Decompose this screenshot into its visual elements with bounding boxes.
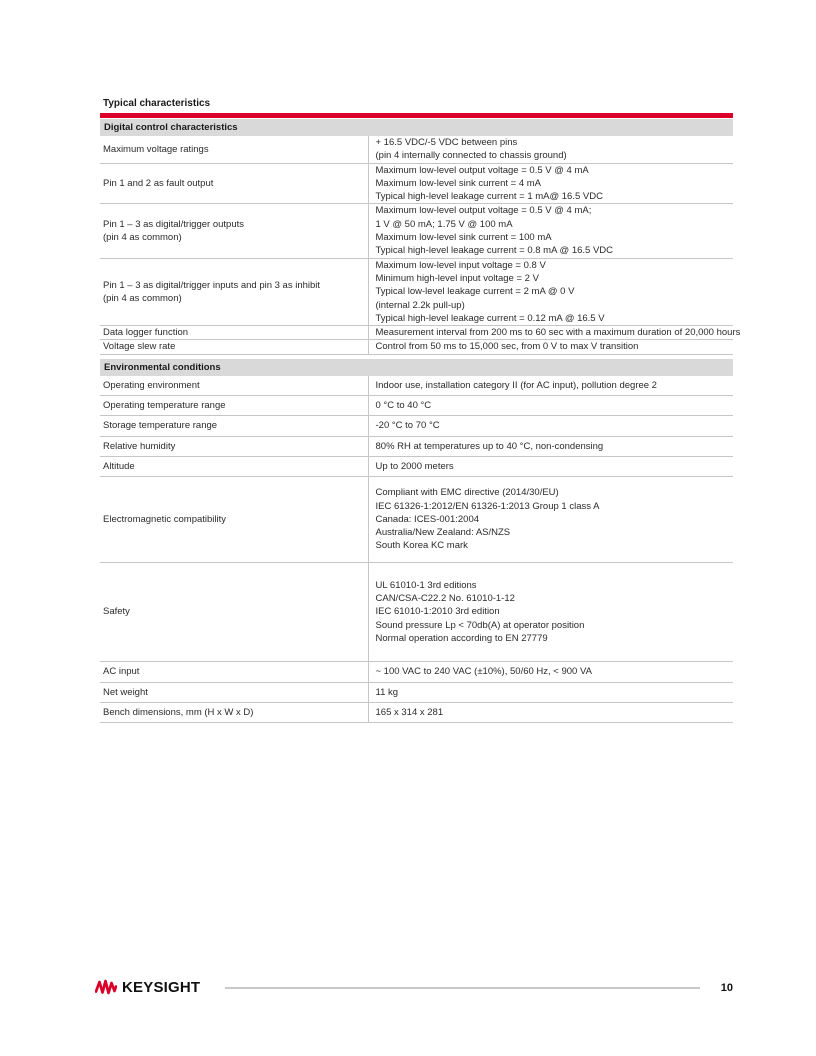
value-line: 165 x 314 x 281 [375, 706, 444, 718]
value-line: ~ 100 VAC to 240 VAC (±10%), 50/60 Hz, < 900 VA [375, 666, 592, 678]
row-value [368, 204, 733, 258]
page-title: Typical characteristics [103, 98, 211, 109]
label-line: Operating temperature range [103, 400, 226, 412]
row-label [100, 477, 368, 562]
spec-section [100, 119, 741, 355]
row-label [100, 340, 368, 354]
row-value [368, 702, 733, 722]
row-label [100, 416, 368, 436]
value-line: 80% RH at temperatures up to 40 °C, non-condensing [375, 440, 604, 452]
section-header [100, 119, 733, 136]
value-line: (pin 4 internally connected to chassis ground) [375, 150, 567, 162]
label-line: Voltage slew rate [103, 341, 176, 353]
row-value [368, 456, 733, 476]
section-header [100, 359, 733, 376]
page-content [100, 98, 741, 723]
value-line: IEC 61010-1:2010 3rd edition [375, 606, 500, 618]
label-line: Maximum voltage ratings [103, 143, 209, 155]
value-line: 11 kg [375, 686, 399, 698]
page-number: 10 [720, 981, 733, 994]
row-value [368, 376, 733, 396]
table-row [100, 702, 733, 722]
value-line: (internal 2.2k pull-up) [375, 299, 465, 311]
value-line: Compliant with EMC directive (2014/30/EU) [375, 487, 559, 499]
label-line: (pin 4 as common) [103, 292, 182, 304]
label-line: Bench dimensions, mm (H x W x D) [103, 706, 254, 718]
row-value [368, 477, 733, 562]
value-line: Control from 50 ms to 15,000 sec, from 0 V to max V transition [375, 341, 639, 353]
value-line: Minimum high-level input voltage = 2 V [375, 272, 539, 284]
value-line: Measurement interval from 200 ms to 60 sec with a maximum duration of 20,000 hours [375, 327, 741, 339]
footer-divider [225, 987, 699, 989]
table-row [100, 477, 733, 562]
label-line: Pin 1 – 3 as digital/trigger inputs and pin 3 as inhibit [103, 279, 321, 291]
table-row [100, 204, 733, 258]
value-line: Maximum low-level output voltage = 0.5 V @ 4 mA [375, 164, 589, 176]
row-label [100, 376, 368, 396]
row-label [100, 662, 368, 682]
table-row [100, 456, 733, 476]
table-row [100, 436, 733, 456]
row-label [100, 326, 368, 340]
table-row [100, 682, 733, 702]
row-label [100, 456, 368, 476]
value-line: -20 °C to 70 °C [375, 420, 440, 432]
value-line: Australia/New Zealand: AS/NZS [375, 527, 511, 539]
keysight-logo [95, 979, 200, 996]
value-line: + 16.5 VDC/-5 VDC between pins [375, 137, 518, 148]
table-row [100, 326, 733, 340]
label-line: (pin 4 as common) [103, 232, 182, 244]
row-label [100, 163, 368, 204]
value-line: Maximum low-level sink current = 100 mA [375, 232, 552, 244]
table-row [100, 136, 733, 163]
row-value [368, 340, 733, 354]
value-line: Typical low-level leakage current = 2 mA @ 0 V [375, 286, 575, 298]
table-row [100, 562, 733, 661]
row-label [100, 702, 368, 722]
accent-bar [100, 113, 733, 118]
row-value [368, 396, 733, 416]
row-label [100, 562, 368, 661]
row-value [368, 326, 741, 340]
keysight-spark-icon [95, 979, 117, 996]
row-value [368, 416, 733, 436]
table-row [100, 416, 733, 436]
value-line: Normal operation according to EN 27779 [375, 632, 548, 644]
row-value [368, 136, 733, 163]
label-line: Data logger function [103, 327, 189, 339]
label-line: Net weight [103, 686, 148, 698]
table-row [100, 376, 733, 396]
table-row [100, 662, 733, 682]
spec-table [100, 136, 741, 355]
label-line: Relative humidity [103, 440, 176, 452]
value-line: Maximum low-level sink current = 4 mA [375, 177, 542, 189]
table-row [100, 163, 733, 204]
value-line: Maximum low-level input voltage = 0.8 V [375, 259, 546, 271]
row-label [100, 682, 368, 702]
label-line: Operating environment [103, 379, 200, 391]
sections [100, 119, 741, 723]
label-line: AC input [103, 666, 140, 678]
label-line: Storage temperature range [103, 420, 218, 432]
label-line: Safety [103, 606, 130, 618]
row-value [368, 163, 733, 204]
page-footer [95, 979, 733, 996]
table-row [100, 340, 733, 354]
section-header-label: Digital control characteristics [104, 122, 238, 133]
value-line: Typical high-level leakage current = 0.8 mA @ 16.5 VDC [375, 245, 613, 257]
row-label [100, 204, 368, 258]
value-line: Canada: ICES-001:2004 [375, 513, 480, 525]
row-label [100, 136, 368, 163]
value-line: Typical high-level leakage current = 0.12 mA @ 16.5 V [375, 312, 605, 324]
spec-table [100, 376, 733, 723]
label-line: Pin 1 – 3 as digital/trigger outputs [103, 218, 245, 230]
table-row [100, 396, 733, 416]
label-line: Electromagnetic compatibility [103, 513, 227, 525]
value-line: Typical high-level leakage current = 1 mA@ 16.5 VDC [375, 191, 603, 203]
table-row [100, 258, 733, 325]
label-line: Altitude [103, 460, 135, 472]
value-line: IEC 61326-1:2012/EN 61326-1:2013 Group 1 class A [375, 500, 600, 512]
brand-name: KEYSIGHT [122, 979, 201, 996]
value-line: South Korea KC mark [375, 540, 468, 552]
row-value [368, 436, 733, 456]
row-value [368, 562, 733, 661]
row-value [368, 662, 733, 682]
value-line: Up to 2000 meters [375, 460, 454, 472]
section-header-label: Environmental conditions [104, 361, 221, 373]
row-label [100, 396, 368, 416]
value-line: 0 °C to 40 °C [375, 400, 432, 412]
row-label [100, 436, 368, 456]
value-line: UL 61010-1 3rd editions [375, 579, 477, 591]
value-line: Sound pressure Lp < 70db(A) at operator position [375, 619, 585, 631]
value-line: Maximum low-level output voltage = 0.5 V @ 4 mA; [375, 205, 592, 217]
value-line: 1 V @ 50 mA; 1.75 V @ 100 mA [375, 218, 513, 230]
spec-section [100, 359, 733, 723]
row-label [100, 258, 368, 325]
value-line: Indoor use, installation category II (for AC input), pollution degree 2 [375, 379, 657, 391]
label-line: Pin 1 and 2 as fault output [103, 177, 214, 189]
value-line: CAN/CSA-C22.2 No. 61010-1-12 [375, 593, 515, 605]
row-value [368, 682, 733, 702]
row-value [368, 258, 733, 325]
